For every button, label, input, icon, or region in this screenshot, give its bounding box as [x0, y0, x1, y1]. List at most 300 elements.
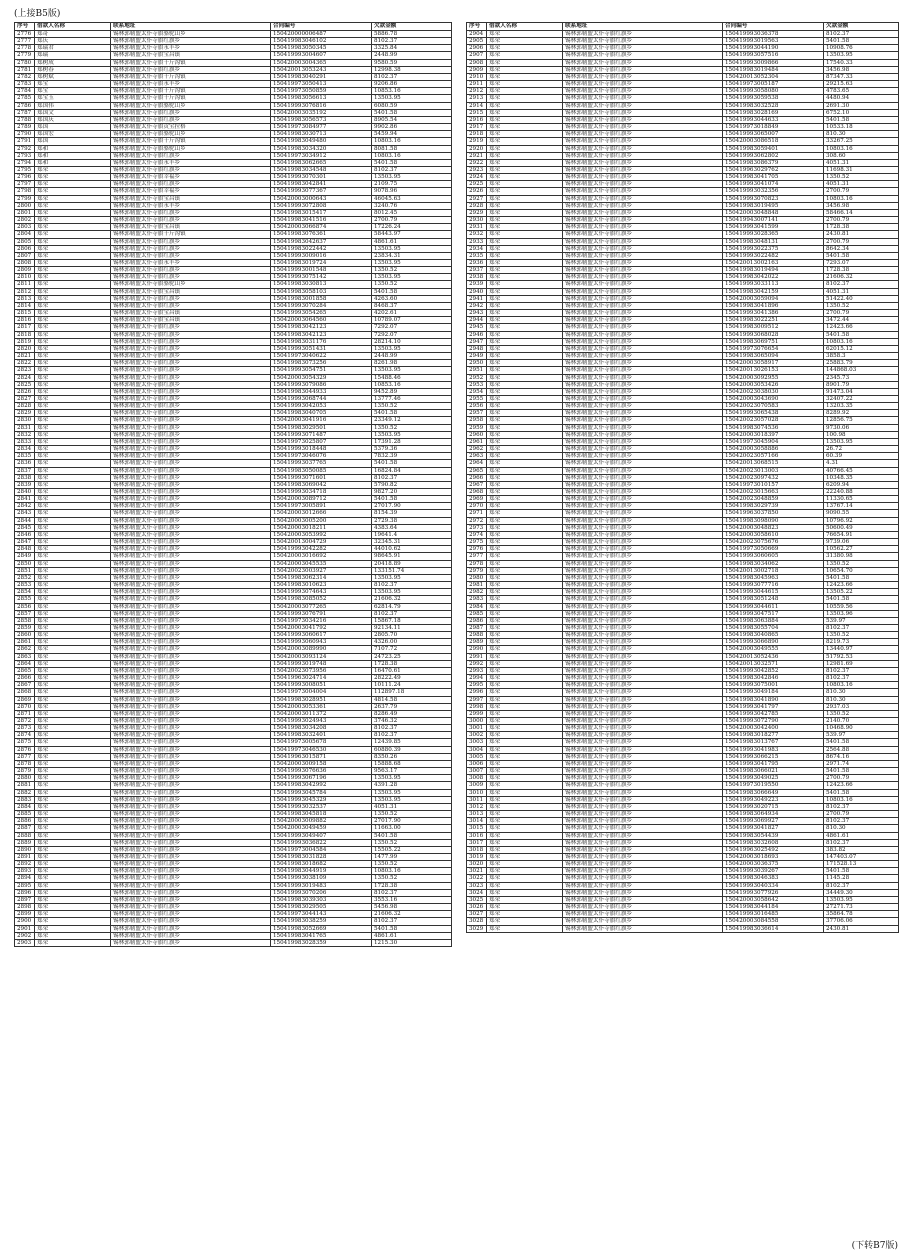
table-row	[467, 918, 899, 925]
cell-contract: 150419983028169	[723, 109, 824, 116]
cell-serial: 2967	[467, 481, 487, 488]
cell-contract: 150419983065094	[723, 353, 824, 360]
cell-address: 锡林郭勒盟太仆寺旗红旗乡	[111, 360, 271, 367]
cell-address: 锡林郭勒盟太仆寺旗红旗乡	[111, 732, 271, 739]
cell-address: 锡林郭勒盟太仆寺旗红旗乡	[563, 260, 723, 267]
cell-contract: 150420003041916	[271, 417, 372, 424]
cell-address: 锡林郭勒盟太仆寺旗红旗乡	[111, 610, 271, 617]
cell-amount: 4391.28	[372, 782, 452, 789]
cell-address: 锡林郭勒盟太仆寺旗红旗乡	[563, 603, 723, 610]
table-row	[467, 517, 899, 524]
table-row	[15, 875, 452, 882]
cell-contract: 150420013002163	[723, 260, 824, 267]
cell-serial: 2793	[15, 152, 35, 159]
cell-contract: 150420003043690	[723, 395, 824, 402]
table-row	[467, 582, 899, 589]
cell-contract: 150419983036614	[723, 925, 824, 932]
cell-borrower: 郑荣	[487, 374, 563, 381]
cell-amount: 3456.98	[824, 66, 899, 73]
table-row	[15, 553, 452, 560]
cell-amount: 50600.49	[824, 524, 899, 531]
cell-serial: 2842	[15, 503, 35, 510]
cell-address: 锡林郭勒盟太仆寺旗红旗乡	[563, 918, 723, 925]
table-row	[467, 811, 899, 818]
cell-serial: 2844	[15, 517, 35, 524]
cell-borrower: 郑荣	[487, 603, 563, 610]
table-row	[467, 345, 899, 352]
cell-contract: 150419993076816	[271, 102, 372, 109]
cell-serial: 2857	[15, 610, 35, 617]
table-row	[467, 181, 899, 188]
cell-serial: 2778	[15, 45, 35, 52]
cell-borrower: 郑荣	[487, 811, 563, 818]
table-row	[15, 539, 452, 546]
table-row	[467, 725, 899, 732]
cell-contract: 150419993065007	[723, 131, 824, 138]
cell-address: 锡林郭勒盟太仆寺旗千斤沟镇	[111, 95, 271, 102]
cell-amount: 9827.20	[372, 489, 452, 496]
cell-serial: 2894	[15, 875, 35, 882]
cell-contract: 150420023057028	[723, 417, 824, 424]
table-row	[467, 560, 899, 567]
cell-borrower: 郑荣	[35, 467, 111, 474]
cell-contract: 150420003009882	[271, 818, 372, 825]
cell-contract: 150419993058080	[723, 88, 824, 95]
cell-address: 锡林郭勒盟太仆寺旗红旗乡	[563, 832, 723, 839]
cell-amount: 112897.18	[372, 689, 452, 696]
table-row	[15, 181, 452, 188]
cell-contract: 150420003053992	[271, 531, 372, 538]
cell-amount: 5459.94	[372, 131, 452, 138]
cell-contract: 150420003064560	[271, 317, 372, 324]
cell-borrower: 郑荣	[35, 546, 111, 553]
cell-address: 锡林郭勒盟太仆寺旗红旗乡	[563, 524, 723, 531]
cell-address: 锡林郭勒盟太仆寺旗红旗乡	[111, 431, 271, 438]
table-row	[467, 360, 899, 367]
cell-serial: 2932	[467, 231, 487, 238]
cell-address: 锡林郭勒盟太仆寺旗红旗乡	[563, 345, 723, 352]
cell-serial: 2777	[15, 38, 35, 45]
cell-amount: 2140.70	[824, 718, 899, 725]
cell-amount: 32407.22	[824, 395, 899, 402]
cell-borrower: 郑荣	[487, 667, 563, 674]
cell-amount: 5401.58	[372, 410, 452, 417]
table-row	[467, 818, 899, 825]
cell-contract: 150420003058610	[723, 531, 824, 538]
cell-borrower: 郑荣	[487, 474, 563, 481]
cell-serial: 2886	[15, 818, 35, 825]
table-row	[467, 925, 899, 932]
table-row	[467, 152, 899, 159]
cell-contract: 150419993077367	[271, 188, 372, 195]
cell-address: 锡林郭勒盟太仆寺旗红旗乡	[563, 725, 723, 732]
cell-amount: 2700.79	[824, 775, 899, 782]
cell-contract: 150419993044611	[723, 603, 824, 610]
table-row	[467, 338, 899, 345]
table-row	[15, 789, 452, 796]
cell-serial: 2861	[15, 639, 35, 646]
cell-amount: 13767.14	[824, 503, 899, 510]
cell-borrower: 郑荣	[487, 782, 563, 789]
cell-borrower: 郑荣	[35, 868, 111, 875]
table-row	[15, 109, 452, 116]
cell-borrower: 郑荣	[487, 517, 563, 524]
cell-amount: 5401.58	[372, 496, 452, 503]
cell-address: 锡林郭勒盟太仆寺旗红旗乡	[563, 703, 723, 710]
table-row	[15, 431, 452, 438]
cell-amount: 12998.38	[372, 66, 452, 73]
table-row	[467, 632, 899, 639]
cell-address: 锡林郭勒盟太仆寺旗红旗乡	[111, 438, 271, 445]
cell-borrower: 郑荣	[35, 224, 111, 231]
cell-amount: 13503.95	[372, 789, 452, 796]
cell-address: 锡林郭勒盟太仆寺旗红旗乡	[563, 574, 723, 581]
cell-amount: 34449.30	[824, 889, 899, 896]
cell-serial: 2957	[467, 410, 487, 417]
cell-address: 锡林郭勒盟太仆寺旗骆驼山乡	[111, 281, 271, 288]
cell-borrower: 郑荣	[35, 424, 111, 431]
cell-contract: 150419993049184	[723, 689, 824, 696]
cell-borrower: 郑荣	[35, 624, 111, 631]
cell-serial: 2958	[467, 417, 487, 424]
cell-contract: 150419983074536	[723, 424, 824, 431]
cell-borrower: 郑荣	[487, 861, 563, 868]
cell-borrower: 郑荣	[35, 252, 111, 259]
cell-contract: 150419983049480	[271, 138, 372, 145]
cell-serial: 2986	[467, 617, 487, 624]
cell-contract: 150420003089990	[271, 646, 372, 653]
cell-amount: 4480.94	[824, 95, 899, 102]
cell-serial: 2925	[467, 181, 487, 188]
table-row	[15, 245, 452, 252]
cell-contract: 150419973005187	[723, 81, 824, 88]
cell-amount: 9580.59	[372, 59, 452, 66]
cell-amount: 12423.66	[824, 582, 899, 589]
cell-borrower: 郑荣	[487, 388, 563, 395]
table-row	[467, 417, 899, 424]
cell-contract: 150419993036822	[271, 839, 372, 846]
cell-contract: 150419983019494	[723, 267, 824, 274]
cell-borrower: 郑荣	[487, 718, 563, 725]
table-row	[15, 510, 452, 517]
cell-amount: 23834.31	[372, 252, 452, 259]
cell-address: 锡林郭勒盟太仆寺旗红旗乡	[563, 174, 723, 181]
cell-amount: 2564.88	[824, 746, 899, 753]
cell-amount: 87347.33	[824, 73, 899, 80]
cell-amount: 8674.16	[824, 753, 899, 760]
cell-contract: 150419963029762	[723, 166, 824, 173]
cell-borrower: 郑和	[35, 152, 111, 159]
cell-borrower: 郑荣	[487, 689, 563, 696]
cell-address: 锡林郭勒盟太仆寺旗红旗乡	[111, 675, 271, 682]
header-borrower: 借款人名称	[35, 23, 111, 31]
cell-amount: 9206.86	[372, 81, 452, 88]
cell-contract: 150419993009866	[723, 59, 824, 66]
cell-serial: 2995	[467, 682, 487, 689]
cell-contract: 150419983030813	[271, 281, 372, 288]
cell-contract: 150419983029505	[271, 904, 372, 911]
cell-borrower: 郑荣	[487, 789, 563, 796]
cell-address: 锡林郭勒盟太仆寺旗红旗乡	[111, 689, 271, 696]
cell-borrower: 郑荣	[487, 95, 563, 102]
cell-serial: 2985	[467, 610, 487, 617]
cell-address: 锡林郭勒盟太仆寺旗红旗乡	[111, 753, 271, 760]
cell-borrower: 郑荣	[487, 231, 563, 238]
table-row	[15, 574, 452, 581]
cell-serial: 2911	[467, 81, 487, 88]
cell-address: 锡林郭勒盟太仆寺旗红旗乡	[563, 746, 723, 753]
cell-contract: 150419963015871	[271, 753, 372, 760]
cell-serial: 2935	[467, 252, 487, 259]
debt-table-left	[14, 22, 452, 947]
cell-serial: 2952	[467, 374, 487, 381]
cell-contract: 150419983052669	[271, 925, 372, 932]
cell-address: 锡林郭勒盟太仆寺旗红旗乡	[111, 503, 271, 510]
cell-address: 锡林郭勒盟太仆寺旗红旗乡	[563, 589, 723, 596]
cell-serial: 2973	[467, 524, 487, 531]
cell-contract: 150420013032571	[723, 660, 824, 667]
cell-serial: 2917	[467, 124, 487, 131]
cell-serial: 3010	[467, 789, 487, 796]
table-row	[15, 818, 452, 825]
cell-address: 锡林郭勒盟太仆寺旗红旗乡	[111, 245, 271, 252]
table-row	[15, 667, 452, 674]
cell-amount: 8102.37	[372, 582, 452, 589]
cell-contract: 150419993034718	[271, 489, 372, 496]
cell-amount: 60.39	[824, 453, 899, 460]
table-row	[15, 710, 452, 717]
cell-serial: 3029	[467, 925, 487, 932]
cell-address: 锡林郭勒盟太仆寺旗红旗乡	[563, 81, 723, 88]
table-body-right	[467, 31, 899, 933]
cell-amount: 15867.18	[372, 617, 452, 624]
cell-serial: 2980	[467, 574, 487, 581]
table-row	[15, 639, 452, 646]
cell-contract: 150419983018682	[271, 861, 372, 868]
table-row	[467, 646, 899, 653]
cell-contract: 150419983069042	[271, 481, 372, 488]
debt-table-right	[466, 22, 899, 933]
cell-amount: 10111.24	[372, 682, 452, 689]
cell-borrower: 郑荣	[487, 682, 563, 689]
cell-amount: 6080.59	[372, 102, 452, 109]
cell-serial: 2787	[15, 109, 35, 116]
cell-serial: 2796	[15, 174, 35, 181]
cell-address: 锡林郭勒盟太仆寺旗千斤沟镇	[111, 73, 271, 80]
cell-amount: 7292.07	[372, 331, 452, 338]
table-row	[467, 124, 899, 131]
table-row	[467, 453, 899, 460]
cell-address: 锡林郭勒盟太仆寺旗红旗乡	[111, 510, 271, 517]
cell-contract: 150420003004365	[271, 59, 372, 66]
table-row	[15, 911, 452, 918]
cell-serial: 3013	[467, 811, 487, 818]
cell-contract: 150419993041074	[723, 181, 824, 188]
cell-borrower: 郑荣	[487, 338, 563, 345]
table-row	[15, 582, 452, 589]
cell-serial: 2992	[467, 660, 487, 667]
cell-serial: 2938	[467, 274, 487, 281]
table-row	[467, 159, 899, 166]
table-row	[467, 667, 899, 674]
table-row	[467, 202, 899, 209]
cell-serial: 2947	[467, 338, 487, 345]
cell-borrower: 郑荣	[35, 302, 111, 309]
table-row	[467, 295, 899, 302]
cell-contract: 150419993051431	[271, 345, 372, 352]
cell-contract: 150420013053243	[271, 66, 372, 73]
cell-amount: 308.60	[824, 152, 899, 159]
cell-borrower: 郑荣	[487, 102, 563, 109]
cell-address: 锡林郭勒盟太仆寺旗红旗乡	[563, 410, 723, 417]
cell-borrower: 郑荣	[35, 181, 111, 188]
cell-serial: 2875	[15, 739, 35, 746]
table-row	[467, 367, 899, 374]
cell-amount: 1350.52	[372, 403, 452, 410]
table-row	[467, 768, 899, 775]
cell-contract: 150419993066215	[723, 753, 824, 760]
cell-address: 锡林郭勒盟太仆寺旗宝昌镇	[111, 288, 271, 295]
cell-amount: 2700.79	[824, 811, 899, 818]
cell-serial: 2879	[15, 768, 35, 775]
cell-serial: 2848	[15, 546, 35, 553]
cell-borrower: 郑荣	[487, 109, 563, 116]
cell-contract: 150419993059538	[723, 95, 824, 102]
table-row	[15, 660, 452, 667]
table-row	[15, 59, 452, 66]
cell-address: 锡林郭勒盟太仆寺旗红旗乡	[563, 431, 723, 438]
cell-amount: 8350.26	[372, 753, 452, 760]
table-row	[15, 603, 452, 610]
cell-contract: 150419983034062	[723, 560, 824, 567]
cell-amount: 8286.49	[372, 710, 452, 717]
table-row	[467, 52, 899, 59]
cell-contract: 150419973005678	[271, 739, 372, 746]
cell-serial: 2888	[15, 832, 35, 839]
cell-amount: 10559.56	[824, 603, 899, 610]
cell-contract: 150419983073256	[271, 360, 372, 367]
cell-borrower: 郑荣	[487, 896, 563, 903]
cell-borrower: 郑荣	[487, 395, 563, 402]
cell-amount: 2448.99	[372, 353, 452, 360]
cell-borrower: 郑荣	[35, 918, 111, 925]
cell-contract: 150420003053361	[271, 703, 372, 710]
cell-contract: 150420013052436	[723, 653, 824, 660]
table-row	[467, 331, 899, 338]
cell-serial: 2843	[15, 510, 35, 517]
cell-borrower: 郑荣	[35, 653, 111, 660]
cell-contract: 150419973025807	[271, 438, 372, 445]
cell-address: 锡林郭勒盟太仆寺旗红旗乡	[111, 582, 271, 589]
table-row	[15, 188, 452, 195]
cell-amount: 62015.12	[824, 345, 899, 352]
cell-contract: 150419993019563	[723, 38, 824, 45]
table-row	[15, 882, 452, 889]
cell-borrower: 郑荣	[35, 560, 111, 567]
cell-contract: 150419983029739	[723, 503, 824, 510]
cell-serial: 3016	[467, 832, 487, 839]
table-row	[15, 124, 452, 131]
cell-borrower: 郑荣	[487, 925, 563, 932]
cell-address: 锡林郭勒盟太仆寺旗红旗乡	[111, 338, 271, 345]
table-row	[15, 782, 452, 789]
cell-borrower: 郑荣	[487, 260, 563, 267]
cell-amount: 6209.94	[824, 481, 899, 488]
table-row	[15, 331, 452, 338]
table-row	[15, 918, 452, 925]
table-row	[15, 839, 452, 846]
cell-address: 锡林郭勒盟太仆寺旗红旗乡	[563, 202, 723, 209]
cell-serial: 2978	[467, 560, 487, 567]
cell-borrower: 郑荣	[35, 839, 111, 846]
table-row	[467, 696, 899, 703]
cell-borrower: 郑荣	[35, 675, 111, 682]
cell-borrower: 郑荣	[487, 489, 563, 496]
cell-serial: 2949	[467, 353, 487, 360]
cell-amount: 10803.16	[824, 145, 899, 152]
cell-serial: 2921	[467, 152, 487, 159]
cell-borrower: 郑荣	[487, 73, 563, 80]
cell-borrower: 郑荣	[487, 531, 563, 538]
cell-contract: 150419993069927	[723, 818, 824, 825]
cell-contract: 150419973034216	[271, 617, 372, 624]
cell-amount: 2430.81	[824, 231, 899, 238]
cell-amount: 13503.95	[824, 438, 899, 445]
table-row	[467, 109, 899, 116]
cell-serial: 2870	[15, 703, 35, 710]
cell-contract: 150419983031828	[271, 853, 372, 860]
cell-serial: 2832	[15, 431, 35, 438]
cell-serial: 2981	[467, 582, 487, 589]
table-row	[467, 675, 899, 682]
cell-address: 锡林郭勒盟太仆寺旗红旗乡	[111, 517, 271, 524]
cell-amount: 8102.37	[372, 725, 452, 732]
cell-address: 锡林郭勒盟太仆寺旗红旗乡	[111, 481, 271, 488]
table-row	[15, 302, 452, 309]
cell-serial: 2781	[15, 66, 35, 73]
table-row	[15, 360, 452, 367]
cell-borrower: 郑荣	[487, 825, 563, 832]
cell-amount: 5456.98	[372, 904, 452, 911]
cell-borrower: 郑荣	[35, 360, 111, 367]
cell-borrower: 郑荣	[487, 524, 563, 531]
cell-address: 锡林郭勒盟太仆寺旗红旗乡	[111, 574, 271, 581]
cell-amount: 27017.90	[372, 503, 452, 510]
cell-contract: 150419983063884	[723, 617, 824, 624]
cell-borrower: 郑荣	[487, 152, 563, 159]
cell-amount: 15488.46	[372, 374, 452, 381]
cell-address: 锡林郭勒盟太仆寺旗千斤沟镇	[111, 88, 271, 95]
table-row	[467, 424, 899, 431]
cell-amount: 13503.95	[372, 796, 452, 803]
cell-amount: 60880.39	[372, 746, 452, 753]
cell-serial: 2851	[15, 567, 35, 574]
cell-serial: 2798	[15, 188, 35, 195]
table-row	[467, 467, 899, 474]
cell-amount: 5401.58	[824, 38, 899, 45]
cell-contract: 150420003018693	[723, 853, 824, 860]
cell-borrower: 郑荣	[35, 904, 111, 911]
cell-borrower: 郑荣	[35, 367, 111, 374]
cell-amount: 2700.79	[824, 310, 899, 317]
table-row	[15, 288, 452, 295]
cell-contract: 150420003035192	[271, 109, 372, 116]
cell-contract: 150420013052304	[723, 73, 824, 80]
table-row	[15, 317, 452, 324]
cell-serial: 2810	[15, 274, 35, 281]
cell-contract: 150419993077926	[723, 889, 824, 896]
cell-borrower: 郑荣	[487, 238, 563, 245]
